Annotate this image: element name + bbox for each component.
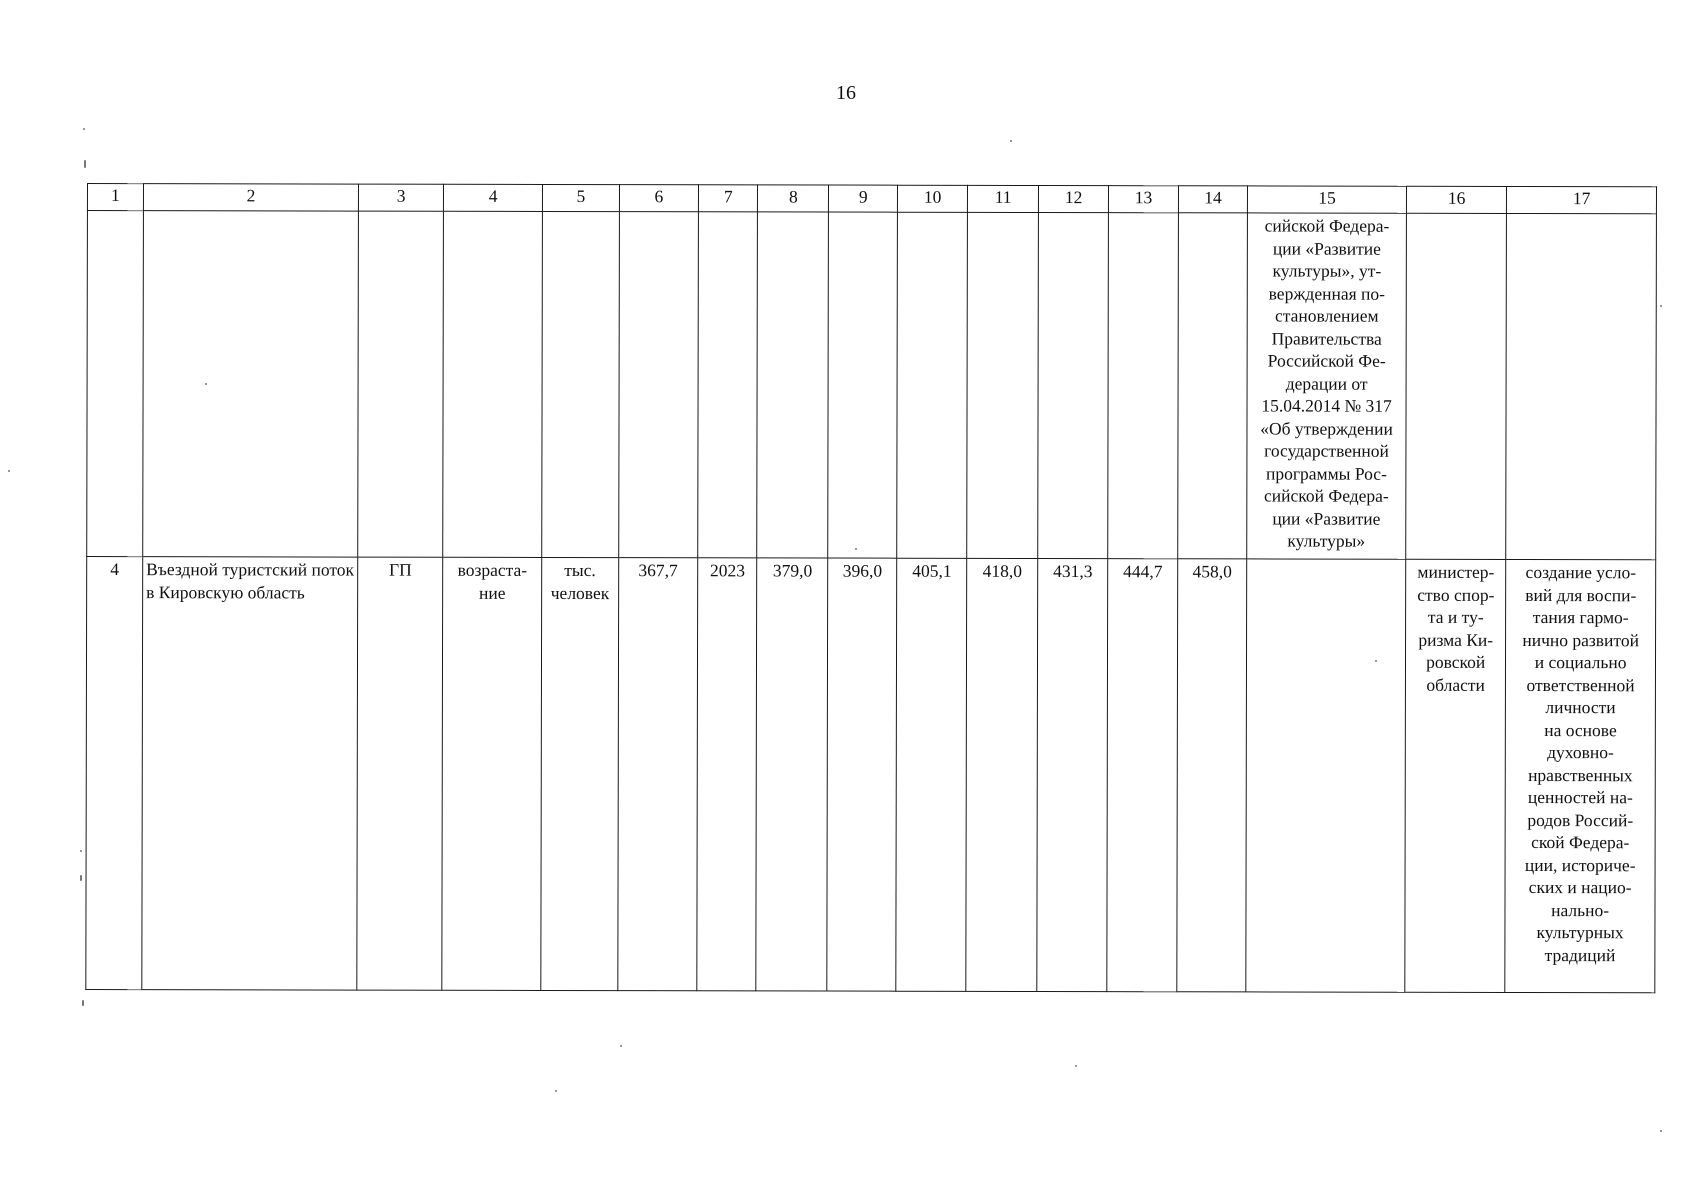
- scan-speck: [1010, 140, 1012, 142]
- indicator-type: ГП: [357, 557, 443, 990]
- column-number-row: [87, 184, 1656, 214]
- text-line: та и ту-: [1427, 606, 1484, 627]
- base-value: 367,7: [617, 558, 698, 991]
- text-line: ровской: [1426, 651, 1486, 672]
- text-line: ской Федера-: [1531, 832, 1630, 853]
- program-basis-cell: [1247, 213, 1407, 559]
- column-number: 15: [1247, 186, 1406, 213]
- scan-speck: [84, 160, 86, 168]
- empty-cell: [967, 212, 1039, 558]
- value-cell: 431,3: [1037, 558, 1108, 991]
- empty-cell: [87, 211, 144, 557]
- text-line: сийской Федера-: [1263, 485, 1389, 506]
- source-cell: [1246, 559, 1406, 992]
- text-line: Правительства: [1271, 327, 1382, 349]
- text-line: «Об утверждении: [1260, 417, 1393, 439]
- text-line: возраста-: [457, 559, 528, 580]
- text-line: ских и нацио-: [1528, 877, 1632, 898]
- empty-cell: [1038, 212, 1109, 558]
- scan-speck: [1660, 305, 1662, 307]
- value-cell: 418,0: [966, 558, 1038, 991]
- text-line: создание усло-: [1525, 562, 1637, 583]
- column-number: 11: [968, 185, 1039, 212]
- page-number: 16: [836, 82, 856, 104]
- empty-cell: [1506, 213, 1656, 559]
- empty-cell: [828, 212, 898, 558]
- column-number: 17: [1507, 186, 1657, 213]
- text-line: традиций: [1544, 944, 1616, 965]
- value-cell: 444,7: [1107, 559, 1178, 992]
- text-line: и социально: [1534, 652, 1627, 673]
- text-line: Российской Фе-: [1267, 350, 1386, 371]
- empty-cell: [618, 212, 698, 558]
- column-number: 8: [758, 185, 829, 212]
- trend-cell: [442, 557, 542, 990]
- value-cell: 379,0: [756, 558, 828, 991]
- empty-cell: [443, 211, 543, 557]
- scan-speck: [83, 128, 85, 130]
- table-row: [86, 557, 1656, 993]
- scan-speck: [855, 548, 857, 550]
- text-line: программы Рос-: [1265, 462, 1387, 484]
- goal-cell: [1505, 559, 1656, 992]
- empty-cell: [143, 211, 359, 557]
- empty-cell: [1178, 213, 1248, 559]
- text-line: государственной: [1264, 440, 1389, 461]
- scan-speck: [80, 850, 82, 852]
- column-number: 14: [1179, 186, 1248, 213]
- column-number: 7: [699, 185, 758, 212]
- text-line: родов Россий-: [1527, 809, 1634, 830]
- column-number: 12: [1039, 185, 1109, 212]
- empty-cell: [757, 212, 829, 558]
- unit-cell: [541, 557, 618, 990]
- empty-cell: [897, 212, 968, 558]
- text-line: культурных: [1536, 922, 1624, 943]
- text-line: министер-: [1417, 561, 1495, 582]
- scan-speck: [620, 1045, 622, 1047]
- value-cell: 405,1: [896, 558, 967, 991]
- text-line: ответственной: [1526, 674, 1635, 695]
- text-line: вержденная по-: [1268, 282, 1385, 304]
- value-cell: 396,0: [827, 558, 897, 991]
- text-line: 15.04.2014 № 317: [1261, 395, 1392, 416]
- empty-cell: [542, 211, 619, 557]
- text-line: ценностей на-: [1527, 787, 1633, 808]
- scan-speck: [555, 1090, 557, 1092]
- text-line: области: [1426, 674, 1485, 695]
- empty-cell: [698, 212, 758, 558]
- scan-speck: [82, 1000, 84, 1006]
- scan-speck: [205, 383, 207, 385]
- empty-cell: [358, 211, 444, 557]
- empty-cell: [1108, 213, 1179, 559]
- column-number: 5: [543, 184, 619, 211]
- column-number: 9: [829, 185, 898, 212]
- scan-speck: [80, 875, 82, 881]
- base-year: 2023: [697, 558, 757, 991]
- text-line: ции «Развитие: [1272, 507, 1381, 529]
- text-line: ции «Развитие: [1272, 237, 1381, 259]
- text-line: сийской Федера-: [1264, 215, 1390, 236]
- column-number: 10: [898, 185, 968, 212]
- empty-cell: [1406, 213, 1507, 559]
- continuation-row: [87, 211, 1657, 560]
- text-line: культуры»: [1287, 530, 1366, 551]
- text-line: нально-: [1551, 899, 1610, 920]
- column-number: 3: [359, 184, 444, 211]
- column-number: 13: [1109, 186, 1179, 213]
- text-line: нично развитой: [1522, 629, 1640, 650]
- indicators-table: [85, 183, 1657, 993]
- indicator-name: Въездной туристский поток в Кировскую область: [142, 557, 358, 990]
- column-number: 16: [1407, 186, 1507, 213]
- text-line: личности: [1545, 697, 1616, 718]
- text-line: культуры», ут-: [1272, 260, 1382, 281]
- text-line: ние: [479, 582, 506, 603]
- column-number: 2: [143, 184, 358, 211]
- column-number: 6: [619, 185, 699, 212]
- scan-speck: [1375, 660, 1377, 662]
- text-line: ции, историче-: [1524, 854, 1636, 875]
- column-number: 1: [87, 184, 143, 211]
- scan-speck: [8, 470, 10, 472]
- text-line: духовно-: [1547, 742, 1614, 763]
- text-line: дерации от: [1285, 373, 1368, 394]
- row-number: 4: [86, 557, 143, 990]
- column-number: 4: [444, 184, 543, 211]
- text-line: становлением: [1274, 305, 1379, 326]
- text-line: нравственных: [1528, 764, 1633, 785]
- scan-speck: [1075, 1065, 1077, 1067]
- text-line: вий для воспи-: [1525, 584, 1637, 605]
- value-cell: 458,0: [1177, 559, 1247, 992]
- text-line: тыс.: [564, 560, 596, 581]
- text-line: тания гармо-: [1532, 607, 1629, 628]
- text-line: ризма Ки-: [1418, 629, 1494, 650]
- text-line: человек: [550, 582, 610, 603]
- text-line: ство спор-: [1417, 584, 1495, 605]
- scan-speck: [1660, 1130, 1662, 1132]
- responsible-cell: [1405, 559, 1506, 992]
- text-line: на основе: [1544, 719, 1617, 740]
